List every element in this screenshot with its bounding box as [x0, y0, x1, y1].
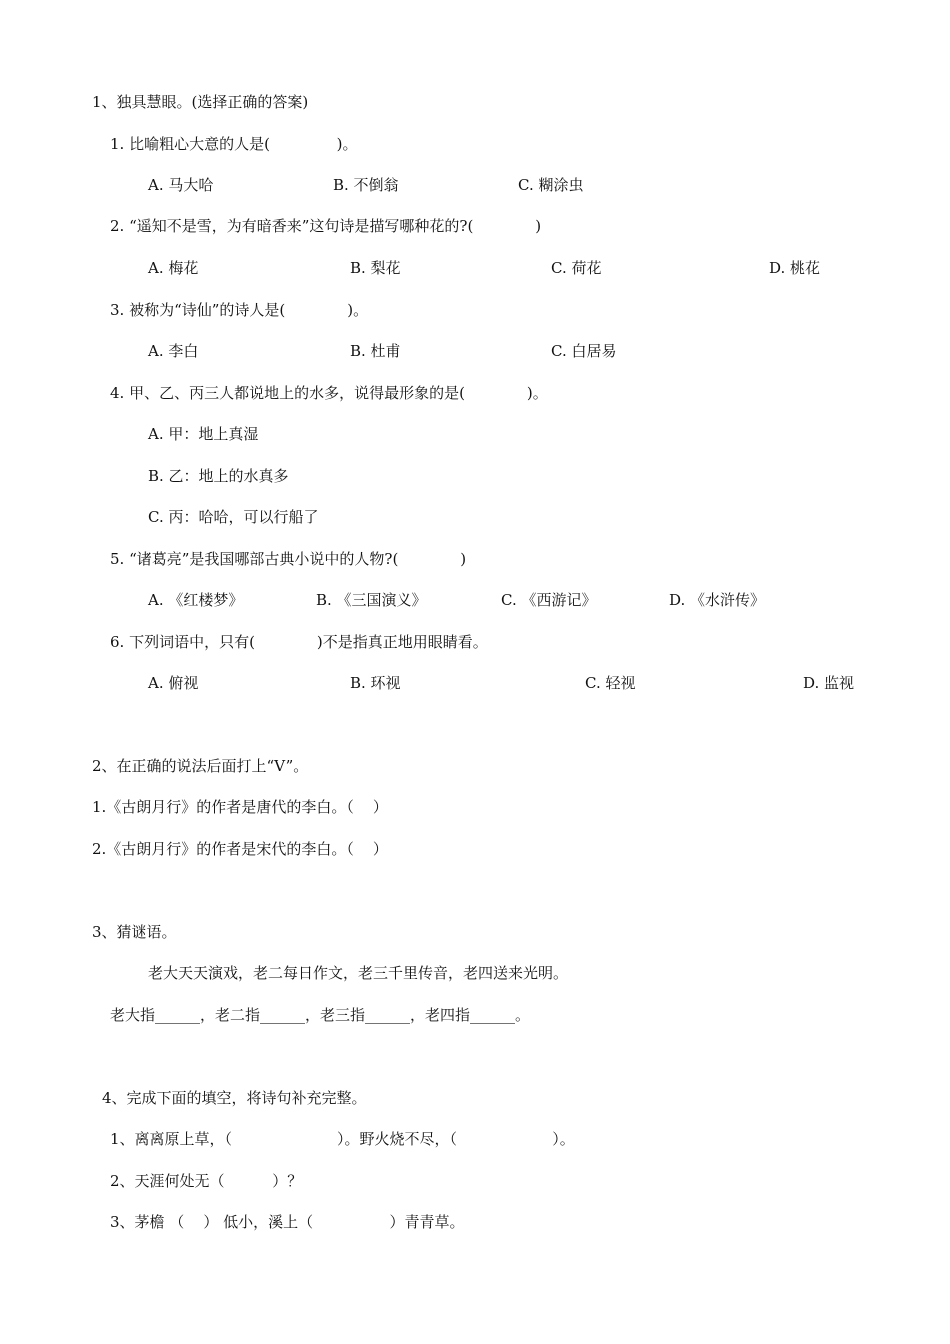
section1-heading: 1、独具慧眼。(选择正确的答案) [92, 93, 309, 111]
section2-item-1: 1.《古朗月行》的作者是唐代的李白。（ ） [92, 798, 388, 816]
question-2: 2. “遥知不是雪，为有暗香来”这句诗是描写哪种花的?( ) [110, 217, 542, 235]
question-4: 4. 甲、乙、丙三人都说地上的水多，说得最形象的是( )。 [110, 384, 548, 402]
section4-heading: 4、完成下面的填空，将诗句补充完整。 [102, 1089, 367, 1107]
question-5: 5. “诸葛亮”是我国哪部古典小说中的人物?( ) [110, 550, 467, 568]
q2-option-b: B. 梨花 [350, 259, 401, 277]
q3-option-c: C. 白居易 [551, 342, 617, 360]
q6-option-a: A. 俯视 [148, 674, 199, 692]
q2-option-c: C. 荷花 [551, 259, 602, 277]
poem-fill-1: 1、离离原上草，（ ）。野火烧不尽，（ ）。 [110, 1130, 575, 1148]
riddle-text: 老大天天演戏，老二每日作文，老三千里传音，老四送来光明。 [148, 964, 569, 982]
q4-option-c: C. 丙：哈哈，可以行船了 [148, 508, 319, 526]
q6-option-c: C. 轻视 [585, 674, 636, 692]
q6-option-d: D. 监视 [803, 674, 855, 692]
section3-heading: 3、猜谜语。 [92, 923, 177, 941]
q3-option-a: A. 李白 [148, 342, 199, 360]
q6-option-b: B. 环视 [350, 674, 401, 692]
q5-option-d: D. 《水浒传》 [669, 591, 766, 609]
q3-option-b: B. 杜甫 [350, 342, 401, 360]
q2-option-a: A. 梅花 [148, 259, 199, 277]
q5-option-a: A. 《红楼梦》 [148, 591, 244, 609]
q1-option-a: A. 马大哈 [148, 176, 214, 194]
question-6: 6. 下列词语中，只有( )不是指真正地用眼睛看。 [110, 633, 488, 651]
section2-heading: 2、在正确的说法后面打上“V”。 [92, 757, 309, 775]
poem-fill-3: 3、茅檐 （ ） 低小，溪上（ ）青青草。 [110, 1213, 465, 1231]
q1-option-b: B. 不倒翁 [333, 176, 399, 194]
q1-option-c: C. 糊涂虫 [518, 176, 584, 194]
section2-item-2: 2.《古朗月行》的作者是宋代的李白。（ ） [92, 840, 388, 858]
poem-fill-2: 2、天涯何处无（ ）？ [110, 1172, 303, 1190]
q4-option-b: B. 乙：地上的水真多 [148, 467, 289, 485]
question-3: 3. 被称为“诗仙”的诗人是( )。 [110, 301, 369, 319]
question-1: 1. 比喻粗心大意的人是( )。 [110, 135, 358, 153]
q4-option-a: A. 甲：地上真湿 [148, 425, 259, 443]
riddle-answer-line: 老大指______，老二指______，老三指______，老四指______。 [110, 1006, 531, 1024]
q5-option-b: B. 《三国演义》 [316, 591, 427, 609]
q5-option-c: C. 《西游记》 [501, 591, 597, 609]
q2-option-d: D. 桃花 [769, 259, 821, 277]
